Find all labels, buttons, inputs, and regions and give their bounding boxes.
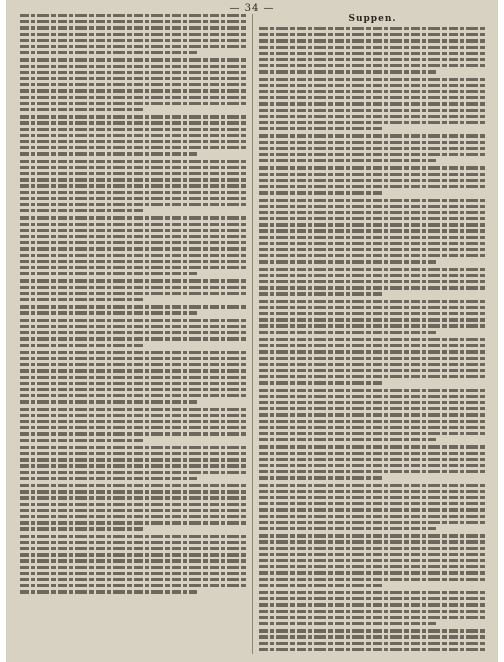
- text-line: [20, 566, 247, 569]
- text-line: [20, 223, 247, 226]
- text-line: [20, 471, 247, 474]
- text-line: [259, 547, 486, 550]
- text-line: [20, 89, 247, 92]
- text-line: [20, 572, 247, 575]
- text-line: [259, 610, 486, 613]
- text-line: [20, 191, 247, 194]
- text-line: [259, 622, 436, 625]
- text-line: [20, 272, 197, 275]
- text-line: [259, 484, 486, 487]
- text-line: [20, 527, 145, 530]
- paragraph: [20, 216, 247, 275]
- text-line: [259, 476, 384, 479]
- text-line: [259, 52, 486, 55]
- text-line: [20, 490, 247, 493]
- text-line: [20, 108, 145, 111]
- paragraph: [20, 484, 247, 531]
- text-line: [20, 77, 247, 80]
- text-line: [259, 300, 486, 303]
- text-line: [20, 254, 247, 257]
- text-line: [20, 319, 247, 322]
- paragraph: [259, 268, 486, 296]
- text-line: [20, 160, 247, 163]
- text-line: [259, 331, 436, 334]
- paragraph: [259, 445, 486, 479]
- text-line: [259, 306, 486, 309]
- text-line: [259, 223, 486, 226]
- text-line: [259, 565, 486, 568]
- text-line: [259, 521, 486, 524]
- text-line: [20, 26, 247, 29]
- text-line: [259, 464, 486, 467]
- text-line: [20, 33, 247, 36]
- text-line: [259, 413, 486, 416]
- text-line: [20, 184, 247, 187]
- text-line: [20, 235, 247, 238]
- text-line: [20, 484, 247, 487]
- text-line: [259, 312, 486, 315]
- text-line: [20, 400, 197, 403]
- text-line: [20, 408, 247, 411]
- text-line: [259, 166, 486, 169]
- text-line: [259, 268, 486, 271]
- text-line: [20, 553, 247, 556]
- text-line: [20, 229, 247, 232]
- paragraph: [259, 389, 486, 442]
- text-line: [259, 39, 486, 42]
- text-line: [259, 515, 486, 518]
- text-line: [20, 446, 247, 449]
- text-line: [259, 597, 486, 600]
- text-line: [259, 350, 486, 353]
- text-line: [259, 115, 486, 118]
- text-line: [20, 515, 247, 518]
- text-line: [259, 84, 486, 87]
- text-line: [20, 197, 247, 200]
- text-line: [20, 426, 247, 429]
- text-line: [259, 357, 486, 360]
- text-line: [259, 236, 486, 239]
- text-line: [20, 134, 247, 137]
- text-line: [20, 331, 247, 334]
- text-line: [259, 470, 486, 473]
- text-line: [259, 70, 436, 73]
- text-line: [259, 254, 486, 257]
- text-line: [20, 521, 247, 524]
- text-line: [20, 432, 247, 435]
- text-line: [20, 203, 247, 206]
- text-line: [20, 83, 247, 86]
- text-line: [20, 96, 247, 99]
- text-line: [259, 508, 486, 511]
- text-line: [20, 414, 247, 417]
- text-line: [20, 452, 247, 455]
- text-line: [259, 248, 486, 251]
- text-line: [259, 496, 486, 499]
- text-line: [20, 541, 247, 544]
- paragraph: [259, 166, 486, 194]
- text-line: [20, 65, 247, 68]
- paragraph: [259, 27, 486, 74]
- text-line: [20, 357, 247, 360]
- text-line: [20, 298, 145, 301]
- text-line: [259, 432, 486, 435]
- text-line: [20, 292, 247, 295]
- text-line: [20, 152, 197, 155]
- text-line: [20, 337, 247, 340]
- paragraph: [20, 14, 247, 54]
- text-line: [259, 292, 384, 295]
- paragraph: [259, 591, 486, 625]
- text-line: [259, 90, 486, 93]
- text-line: [259, 318, 486, 321]
- text-line: [20, 45, 247, 48]
- text-line: [259, 102, 486, 105]
- text-line: [259, 395, 486, 398]
- text-line: [20, 311, 197, 314]
- paragraph: [259, 78, 486, 131]
- paragraph: [20, 58, 247, 111]
- text-line: [259, 420, 486, 423]
- text-line: [259, 260, 436, 263]
- text-line: [20, 382, 247, 385]
- text-line: [259, 426, 486, 429]
- text-line: [259, 401, 486, 404]
- text-line: [20, 547, 247, 550]
- text-line: [20, 146, 247, 149]
- text-line: [20, 20, 247, 23]
- text-line: [259, 179, 486, 182]
- text-line: [20, 584, 247, 587]
- text-line: [20, 376, 247, 379]
- paragraph: [20, 279, 247, 301]
- text-line: [259, 616, 486, 619]
- text-line: [20, 503, 247, 506]
- text-line: [259, 211, 486, 214]
- text-line: [20, 363, 247, 366]
- text-line: [20, 121, 247, 124]
- text-line: [259, 141, 486, 144]
- text-line: [259, 127, 384, 130]
- text-line: [259, 280, 486, 283]
- text-line: [259, 540, 486, 543]
- text-line: [20, 266, 247, 269]
- text-line: [259, 33, 486, 36]
- text-line: [259, 381, 384, 384]
- text-line: [20, 590, 197, 593]
- text-line: [259, 534, 486, 537]
- text-line: [259, 445, 486, 448]
- text-line: [259, 46, 486, 49]
- text-line: [259, 584, 384, 587]
- text-line: [259, 502, 486, 505]
- text-line: [259, 338, 486, 341]
- text-line: [20, 140, 247, 143]
- text-line: [20, 509, 247, 512]
- text-line: [259, 286, 486, 289]
- text-line: [20, 115, 247, 118]
- paragraph: [20, 115, 247, 155]
- text-line: [259, 229, 486, 232]
- text-line: [259, 64, 486, 67]
- text-line: [20, 535, 247, 538]
- text-line: [259, 109, 486, 112]
- text-line: [259, 527, 436, 530]
- text-line: [20, 71, 247, 74]
- text-line: [20, 286, 247, 289]
- text-line: [20, 344, 145, 347]
- text-line: [259, 153, 486, 156]
- paragraph: [259, 484, 486, 531]
- text-line: [259, 389, 486, 392]
- text-line: [259, 191, 384, 194]
- text-line: [20, 458, 247, 461]
- text-line: [20, 260, 247, 263]
- text-line: [20, 351, 247, 354]
- text-line: [20, 578, 247, 581]
- text-line: [20, 305, 247, 308]
- section-heading: Suppen.: [348, 14, 397, 24]
- paragraph: [20, 446, 247, 480]
- text-line: [259, 438, 436, 441]
- text-line: [20, 420, 247, 423]
- newspaper-page: [6, 0, 498, 662]
- text-line: [259, 648, 486, 651]
- text-line: [259, 185, 486, 188]
- column-divider: [252, 14, 253, 654]
- text-line: [20, 216, 247, 219]
- paragraph: [259, 338, 486, 385]
- text-line: [259, 121, 486, 124]
- paragraph: [259, 534, 486, 587]
- text-line: [259, 490, 486, 493]
- paragraph: [259, 629, 486, 654]
- text-line: [259, 344, 486, 347]
- text-line: [259, 205, 486, 208]
- text-line: [259, 642, 486, 645]
- text-line: [259, 217, 486, 220]
- right-column: [259, 14, 486, 654]
- text-line: [20, 102, 247, 105]
- text-line: [259, 173, 486, 176]
- text-line: [20, 128, 247, 131]
- text-line: [259, 458, 486, 461]
- text-line: [20, 464, 247, 467]
- text-line: [259, 553, 486, 556]
- paragraph: [20, 535, 247, 594]
- text-line: [259, 324, 486, 327]
- paragraph: [20, 305, 247, 314]
- text-line: [259, 635, 486, 638]
- text-line: [20, 369, 247, 372]
- paragraph: [20, 408, 247, 442]
- text-line: [20, 241, 247, 244]
- text-line: [20, 279, 247, 282]
- text-line: [259, 363, 486, 366]
- text-line: [259, 78, 486, 81]
- text-line: [20, 178, 247, 181]
- text-line: [259, 242, 486, 245]
- text-line: [259, 369, 486, 372]
- text-line: [259, 559, 486, 562]
- left-column: [20, 14, 247, 654]
- paragraph: [259, 300, 486, 334]
- text-line: [20, 209, 145, 212]
- text-line: [259, 199, 486, 202]
- text-line: [259, 58, 486, 61]
- text-line: [259, 134, 486, 137]
- text-line: [20, 172, 247, 175]
- text-line: [20, 394, 247, 397]
- paragraph: [259, 134, 486, 162]
- page-number: — 34 —: [229, 3, 275, 14]
- paragraph: [20, 160, 247, 213]
- text-line: [259, 571, 486, 574]
- text-line: [259, 96, 486, 99]
- text-line: [259, 452, 486, 455]
- paragraph: [259, 199, 486, 264]
- text-line: [259, 591, 486, 594]
- paragraph: [20, 319, 247, 347]
- text-line: [20, 247, 247, 250]
- paragraph: [20, 351, 247, 404]
- text-line: [259, 629, 486, 632]
- text-line: [20, 166, 247, 169]
- text-line: [259, 274, 486, 277]
- text-line: [259, 578, 486, 581]
- text-line: [20, 39, 247, 42]
- text-line: [259, 27, 486, 30]
- text-line: [20, 559, 247, 562]
- text-line: [259, 603, 486, 606]
- text-line: [259, 159, 436, 162]
- text-line: [259, 407, 486, 410]
- text-line: [259, 147, 486, 150]
- text-line: [20, 439, 145, 442]
- text-line: [20, 477, 197, 480]
- text-line: [20, 325, 247, 328]
- text-line: [20, 388, 247, 391]
- text-line: [20, 51, 197, 54]
- text-line: [259, 375, 486, 378]
- text-line: [20, 496, 247, 499]
- text-line: [20, 14, 247, 17]
- text-line: [20, 58, 247, 61]
